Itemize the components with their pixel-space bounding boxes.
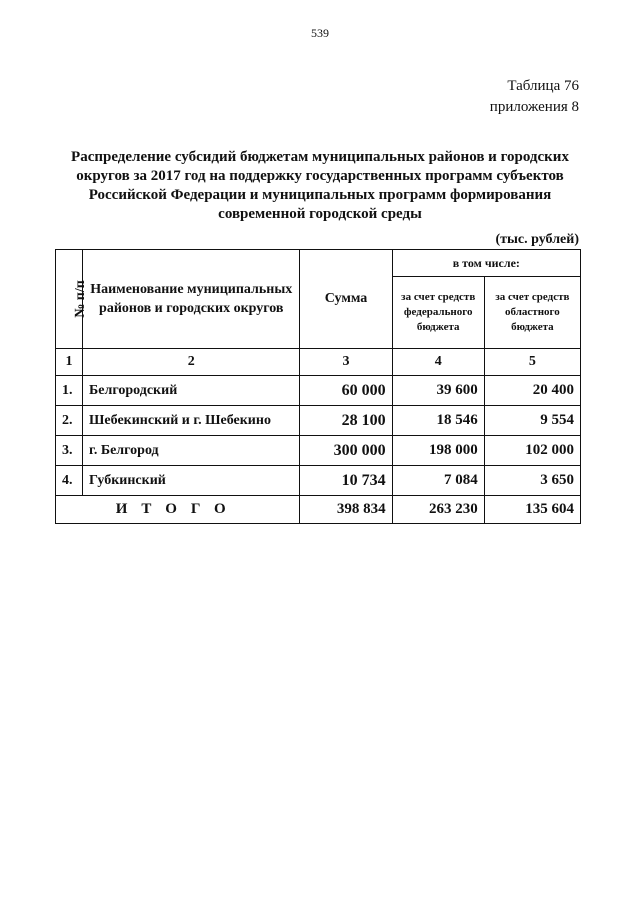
total-row (56, 496, 581, 524)
table-reference (490, 76, 579, 118)
document-title: Распределение субсидий бюджетам муниципальных районов и городских округов за 2017 год на поддержку государственных программ субъектов Российской Федерации и муниципальных программ формирования современной городской среды (71, 149, 569, 222)
row-regional: 3 650 (484, 466, 580, 496)
row-federal: 7 084 (392, 466, 484, 496)
row-sum: 28 100 (300, 406, 392, 436)
column-index: 3 (300, 349, 392, 376)
row-sum: 10 734 (300, 466, 392, 496)
header-regional: за счет средств областного бюджета (484, 277, 580, 349)
column-index-row (56, 349, 581, 376)
column-index: 2 (83, 349, 300, 376)
total-sum: 398 834 (300, 496, 392, 524)
row-sum: 300 000 (300, 436, 392, 466)
header-num-cell (56, 250, 88, 349)
row-regional: 102 000 (484, 436, 580, 466)
row-number: 2. (56, 406, 83, 436)
row-number: 3. (56, 436, 83, 466)
row-name: Шебекинский и г. Шебекино (83, 406, 300, 436)
row-regional: 9 554 (484, 406, 580, 436)
row-federal: 198 000 (392, 436, 484, 466)
table-reference-line2: приложения 8 (489, 99, 579, 115)
row-federal: 39 600 (392, 376, 484, 406)
column-index: 5 (484, 349, 580, 376)
total-regional: 135 604 (484, 496, 580, 524)
table-reference-line1: Таблица 76 (507, 78, 579, 94)
row-number: 1. (56, 376, 83, 406)
table-row (56, 406, 581, 436)
total-label: ИТОГО (56, 496, 300, 524)
column-index: 4 (392, 349, 484, 376)
unit-note: (тыс. рублей) (495, 232, 579, 247)
page-number: 539 (311, 26, 329, 40)
header-row-top (56, 250, 581, 277)
column-index: 1 (56, 349, 83, 376)
header-name: Наименование муниципальных районов и городских округов (83, 250, 300, 349)
row-name: г. Белгород (83, 436, 300, 466)
row-name: Губкинский (83, 466, 300, 496)
row-name: Белгородский (83, 376, 300, 406)
row-federal: 18 546 (392, 406, 484, 436)
table-row (56, 376, 581, 406)
header-num: № п/п (72, 280, 88, 318)
table-row (56, 436, 581, 466)
header-including: в том числе: (392, 250, 580, 277)
row-sum: 60 000 (300, 376, 392, 406)
table-row (56, 466, 581, 496)
row-number: 4. (56, 466, 83, 496)
header-sum: Сумма (300, 250, 392, 349)
subsidy-table (55, 249, 581, 524)
header-federal: за счет средств федерального бюджета (392, 277, 484, 349)
row-regional: 20 400 (484, 376, 580, 406)
total-federal: 263 230 (392, 496, 484, 524)
